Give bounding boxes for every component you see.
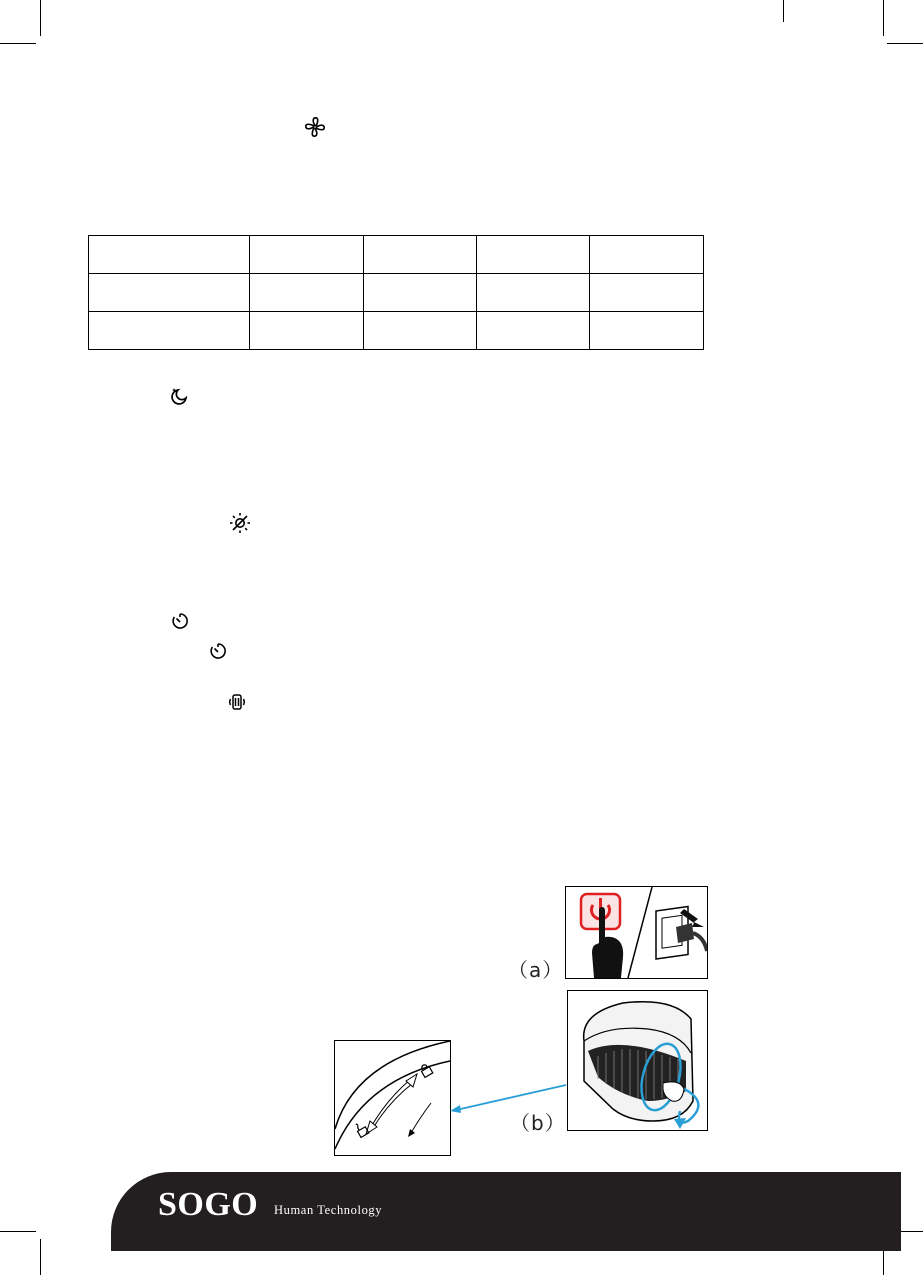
lock-unlock-detail bbox=[334, 1040, 451, 1156]
connector-arrow bbox=[448, 1084, 568, 1114]
table-row bbox=[89, 236, 704, 274]
figure-a-caption: （a） bbox=[508, 958, 564, 982]
brand-logo: SOGO bbox=[158, 1186, 259, 1223]
table-cell bbox=[364, 236, 477, 274]
table-cell bbox=[250, 312, 364, 350]
table-cell bbox=[364, 274, 477, 312]
table-cell bbox=[250, 274, 364, 312]
table-cell bbox=[590, 274, 704, 312]
table-cell bbox=[477, 236, 590, 274]
figure-b-caption: （b） bbox=[510, 1111, 566, 1135]
light-off-icon bbox=[228, 512, 252, 534]
table-cell bbox=[250, 236, 364, 274]
fan-icon bbox=[304, 116, 326, 138]
timer-icon bbox=[171, 612, 189, 630]
crop-mark bbox=[887, 43, 923, 44]
table-cell bbox=[89, 236, 250, 274]
sleep-moon-icon bbox=[170, 386, 190, 406]
table-cell bbox=[477, 312, 590, 350]
table-cell bbox=[364, 312, 477, 350]
table-cell bbox=[590, 312, 704, 350]
crop-mark bbox=[40, 0, 41, 36]
crop-mark bbox=[0, 43, 36, 44]
spec-table bbox=[88, 235, 704, 350]
crop-mark bbox=[0, 1231, 36, 1232]
filter-reset-icon bbox=[227, 692, 247, 712]
table-row bbox=[89, 274, 704, 312]
table-cell bbox=[590, 236, 704, 274]
table-cell bbox=[89, 312, 250, 350]
figure-a-power-unplug bbox=[565, 886, 708, 979]
crop-mark bbox=[783, 0, 784, 22]
figure-b-filter-removal bbox=[567, 990, 708, 1131]
crop-mark bbox=[40, 1239, 41, 1275]
timer-icon bbox=[209, 642, 227, 660]
brand-tagline: Human Technology bbox=[274, 1203, 383, 1217]
table-cell bbox=[477, 274, 590, 312]
table-row bbox=[89, 312, 704, 350]
crop-mark bbox=[883, 0, 884, 36]
table-cell bbox=[89, 274, 250, 312]
